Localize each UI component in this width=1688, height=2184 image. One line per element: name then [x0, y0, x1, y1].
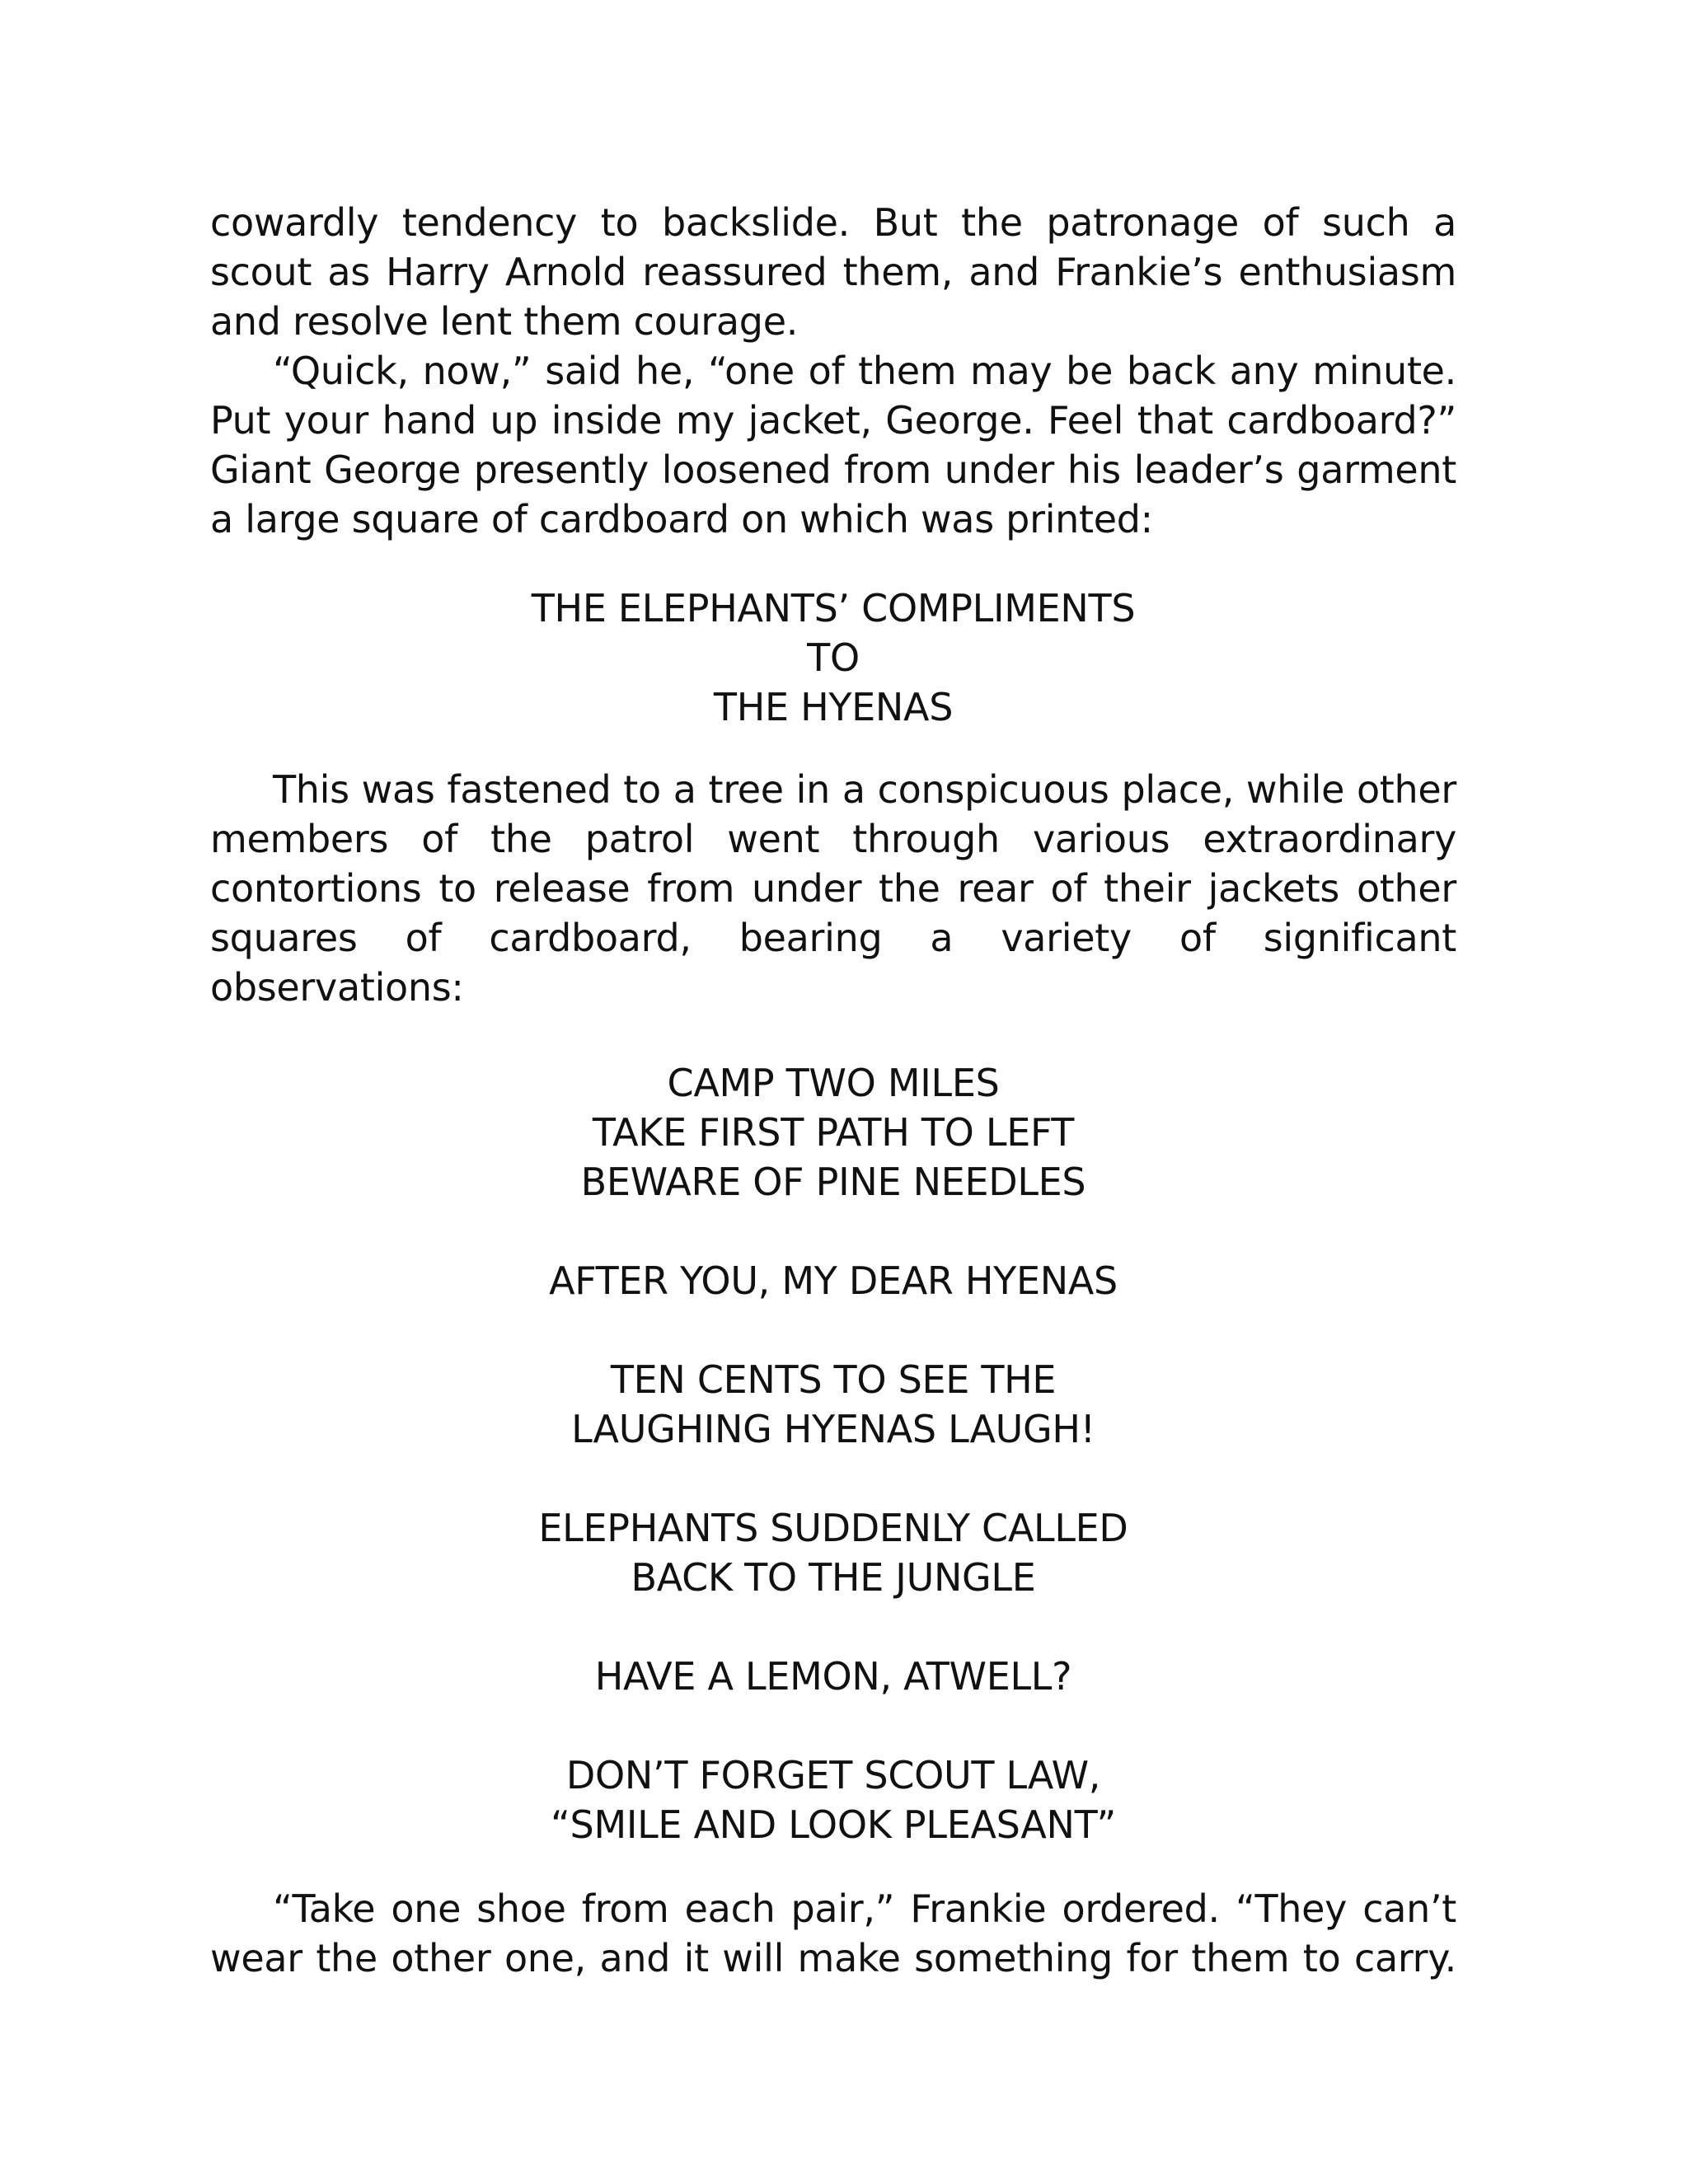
sign-line: ELEPHANTS SUDDENLY CALLED — [538, 1506, 1128, 1550]
cardboard-sign — [210, 1058, 1456, 1207]
cardboard-sign-title — [210, 583, 1456, 732]
sign-line: HAVE A LEMON, ATWELL? — [594, 1654, 1072, 1699]
sign-line: TAKE FIRST PATH TO LEFT — [592, 1110, 1075, 1155]
sign-line: AFTER YOU, MY DEAR HYENAS — [549, 1258, 1118, 1303]
cardboard-sign — [210, 1256, 1456, 1305]
cardboard-signs-list — [210, 1058, 1456, 1849]
sign-line: THE ELEPHANTS’ COMPLIMENTS — [531, 586, 1136, 630]
sign-line: THE HYENAS — [713, 685, 954, 729]
paragraph-continued: cowardly tendency to backslide. But the patronage of such a scout as Harry Arnold reassured them, and Frankie’s enthusiasm and resolve lent them courage. — [210, 200, 1456, 344]
sign-line: “SMILE AND LOOK PLEASANT” — [551, 1802, 1116, 1847]
paragraph-contortions: This was fastened to a tree in a conspicuous place, while other members of the patrol went through various extraordinary contortions to release from under the rear of their jackets other squares of cardboard, bearing a variety of significant observations: — [210, 767, 1456, 1010]
sign-line: DON’T FORGET SCOUT LAW, — [565, 1753, 1101, 1797]
book-page — [210, 198, 1456, 1983]
cardboard-sign — [210, 1750, 1456, 1849]
cardboard-sign — [210, 1503, 1456, 1602]
sign-line: TEN CENTS TO SEE THE — [610, 1357, 1057, 1402]
paragraph-shoes: “Take one shoe from each pair,” Frankie ordered. “They can’t wear the other one, and it will make something for them to carry. — [210, 1886, 1456, 1980]
sign-line: BEWARE OF PINE NEEDLES — [580, 1160, 1086, 1204]
paragraph-cardboard: “Quick, now,” said he, “one of them may be back any minute. Put your hand up inside my jacket, George. Feel that cardboard?” Giant George presently loosened from under his leader’s garment a large square of cardboard on which was printed: — [210, 349, 1456, 541]
sign-line: TO — [807, 635, 860, 680]
cardboard-sign — [210, 1652, 1456, 1701]
sign-line: BACK TO THE JUNGLE — [631, 1555, 1036, 1600]
sign-line: CAMP TWO MILES — [667, 1061, 1000, 1105]
sign-line: LAUGHING HYENAS LAUGH! — [571, 1407, 1095, 1451]
cardboard-sign — [210, 1355, 1456, 1454]
